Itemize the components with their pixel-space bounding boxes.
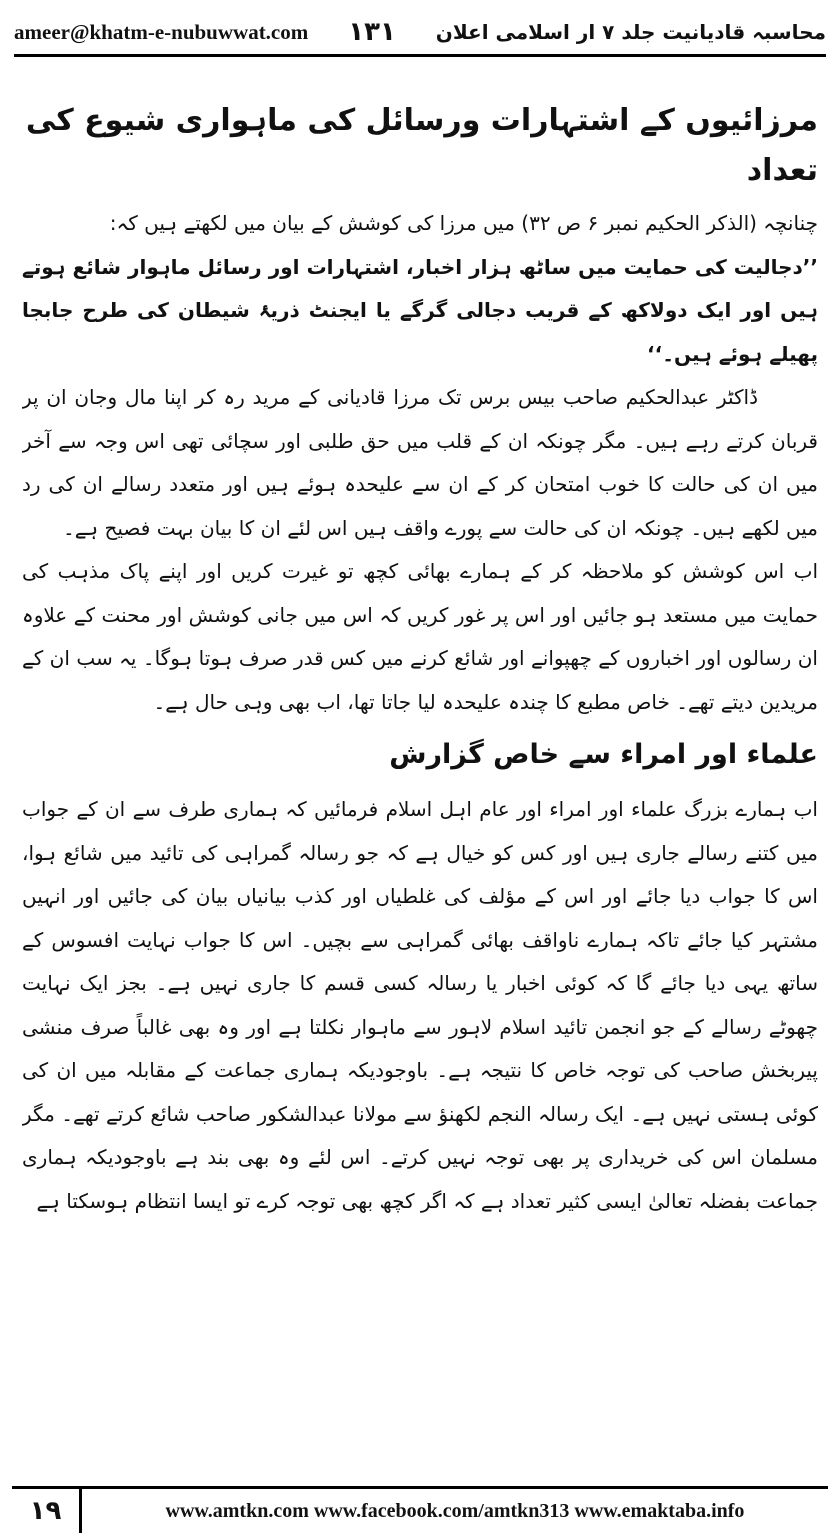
footer-website-links: www.amtkn.com www.facebook.com/amtkn313 www.emaktaba.info (165, 1499, 745, 1522)
header-page-number: ۱۳۱ (348, 17, 396, 47)
intro-paragraph: چنانچہ (الذکر الحکیم نمبر ۶ ص ۳۲) میں مرزا کی کوشش کے بیان میں لکھتے ہیں کہ: (109, 211, 818, 235)
section-heading-publications: مرزائیوں کے اشتہارات ورسائل کی ماہواری شیوع کی تعداد (25, 103, 818, 188)
footer-page-index: ۱۹ (12, 1489, 82, 1533)
page-footer (12, 1486, 828, 1533)
page-content (22, 96, 818, 1471)
quotation-paragraph: ’’دجالیت کی حمایت میں ساٹھ ہزار اخبار، اشتہارات اور رسائل ماہوار شائع ہوتے ہیں اور ایک دولاکھ کے قریب دجالی گرگے یا ایجنٹ ذریۂ شیطان کی طرح جابجا پھیلے ہوئے ہیں۔‘‘ (22, 254, 818, 366)
page-header (14, 10, 826, 57)
section-heading-request: علماء اور امراء سے خاص گزارش (389, 739, 818, 770)
header-email: ameer@khatm-e-nubuwwat.com (14, 19, 309, 44)
body-paragraph: ڈاکٹر عبدالحکیم صاحب بیس برس تک مرزا قادیانی کے مرید رہ کر اپنا مال وجان ان پر قربان کرتے رہے ہیں۔ مگر چونکہ ان کے قلب میں حق طلبی اور سچائی تھی اس وجہ سے آخر میں ان کی حالت کا خوب امتحان کر کے ان سے علیحدہ ہوئے ہیں اور متعدد رسالے ان کی رد میں لکھے ہیں۔ چونکہ ان کی حالت سے پورے واقف ہیں اس لئے ان کا بیان بہت فصیح ہے۔ (22, 385, 818, 540)
body-paragraph: اب ہمارے بزرگ علماء اور امراء اور عام اہل اسلام فرمائیں کہ ہماری طرف سے ان کے جواب میں کتنے رسالے جاری ہیں اور کس کو خیال ہے کہ جو رسالہ گمراہی کی تائید میں شائع ہوا، اس کا جواب دیا جائے اور اس کے مؤلف کی غلطیاں اور کذب بیانیاں بیان کی جائیں اور انہیں مشتہر کیا جائے تاکہ ہمارے ناواقف بھائی گمراہی سے بچیں۔ اس کا جواب نہایت افسوس کے ساتھ یہی دیا جائے گا کہ کوئی اخبار یا رسالہ کسی قسم کا جاری نہیں ہے۔ بجز ایک نہایت چھوٹے رسالے کے جو انجمن تائید اسلام لاہور سے ماہوار نکلتا ہے اور وہ بھی غالباً صرف منشی پیربخش صاحب کی توجہ خاص کا نتیجہ ہے۔ باوجودیکہ ہماری جماعت کے مقابلہ میں ان کی کوئی ہستی نہیں ہے۔ ایک رسالہ النجم لکھنؤ سے مولانا عبدالشکور صاحب شائع کرتے تھے۔ مگر مسلمان اس کی خریداری پر بھی توجہ نہیں کرتے۔ اس لئے وہ بھی بند ہے باوجودیکہ ہماری جماعت بفضلہ تعالیٰ ایسی کثیر تعداد ہے کہ اگر کچھ بھی توجہ کرے تو ایسا انتظام ہوسکتا ہے (22, 797, 818, 1213)
header-book-title: محاسبہ قادیانیت جلد ۷ ار اسلامی اعلان (435, 20, 826, 44)
body-paragraph: اب اس کوشش کو ملاحظہ کر کے ہمارے بھائی کچھ تو غیرت کریں اور اپنے پاک مذہب کی حمایت میں مستعد ہو جائیں اور اس پر غور کریں کہ اس میں جانی کوشش اور محنت کے علاوہ ان رسالوں اور اخباروں کے چھپوانے اور شائع کرنے میں کس قدر صرف ہوتا ہوگا۔ یہ سب ان کے مریدین دیتے تھے۔ خاص مطبع کا چندہ علیحدہ لیا جاتا تھا، اب بھی وہی حال ہے۔ (22, 559, 818, 714)
